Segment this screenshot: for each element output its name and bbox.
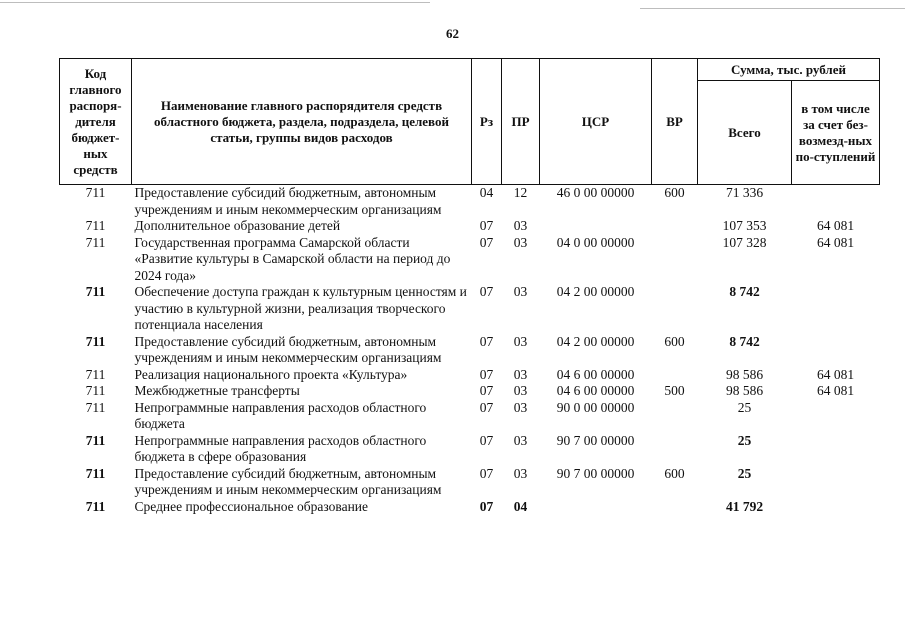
cell-pr: 03 <box>513 366 528 382</box>
cell-rz: 07 <box>479 218 494 233</box>
cell-total: 71 336 <box>725 185 764 200</box>
cell-csr: 90 7 00 00000 <box>556 465 635 481</box>
cell-name: Предоставление субсидий бюджетным, автономным учреждениям и иным некоммерческим организациям <box>134 465 442 497</box>
cell-csr: 04 6 00 00000 <box>556 366 635 382</box>
cell-vr: 600 <box>664 333 685 349</box>
cell-code: 711 <box>85 234 106 250</box>
cell-vr <box>652 218 698 235</box>
budget-table <box>59 58 880 515</box>
cell-pr: 03 <box>513 399 528 415</box>
cell-vr <box>652 499 698 516</box>
header-total: Всего <box>698 81 792 185</box>
cell-code: 711 <box>85 498 106 514</box>
cell-name: Среднее профессиональное образование <box>134 498 369 514</box>
cell-rz: 07 <box>479 284 494 299</box>
cell-total: 107 353 <box>722 218 767 233</box>
cell-code: 711 <box>85 465 106 481</box>
cell-vr <box>652 367 698 384</box>
cell-total: 8 742 <box>729 333 760 349</box>
cell-name: Государственная программа Самарской области «Развитие культуры в Самарской области на период до 2024 года» <box>134 234 451 283</box>
table-row <box>60 334 880 367</box>
cell-vr: 600 <box>664 465 685 481</box>
cell-code: 711 <box>85 383 106 398</box>
scan-line-top-right <box>640 8 905 9</box>
cell-free <box>792 433 880 466</box>
cell-vr: 500 <box>664 383 685 398</box>
cell-csr: 46 0 00 00000 <box>556 185 635 200</box>
table-row <box>60 235 880 285</box>
cell-rz: 07 <box>479 366 494 382</box>
cell-free <box>792 400 880 433</box>
table-row <box>60 433 880 466</box>
scan-line-top-left <box>0 2 430 3</box>
cell-csr <box>540 218 652 235</box>
header-free: в том числе за счет без-возмезд-ных по-ступлений <box>792 81 880 185</box>
cell-name: Реализация национального проекта «Культура» <box>134 366 408 382</box>
cell-vr <box>652 400 698 433</box>
cell-pr: 03 <box>513 432 528 448</box>
cell-name: Обеспечение доступа граждан к культурным ценностям и участию в культурной жизни, реализация творческого потенциала населения <box>134 284 467 332</box>
cell-code: 711 <box>85 284 106 299</box>
cell-name: Межбюджетные трансферты <box>134 383 300 398</box>
cell-pr: 12 <box>513 185 528 200</box>
cell-code: 711 <box>85 185 106 200</box>
table-row <box>60 367 880 384</box>
cell-total: 25 <box>737 432 752 448</box>
cell-rz: 07 <box>479 383 494 398</box>
cell-csr <box>540 499 652 516</box>
cell-free <box>792 284 880 334</box>
cell-free <box>792 466 880 499</box>
cell-pr: 03 <box>513 284 528 299</box>
table-body <box>60 185 880 516</box>
cell-csr: 04 2 00 00000 <box>556 284 635 299</box>
cell-vr <box>652 235 698 285</box>
header-code: Код главного распоря-дителя бюджет-ных средств <box>60 59 132 185</box>
page-number: 62 <box>446 26 459 41</box>
table-row <box>60 218 880 235</box>
cell-free: 64 081 <box>816 383 855 398</box>
header-vr: ВР <box>652 59 698 185</box>
cell-free <box>792 185 880 219</box>
cell-rz: 07 <box>479 399 494 415</box>
cell-code: 711 <box>85 366 106 382</box>
cell-total: 25 <box>737 465 752 481</box>
table-row <box>60 466 880 499</box>
header-csr: ЦСР <box>540 59 652 185</box>
cell-csr: 90 7 00 00000 <box>556 432 635 448</box>
cell-rz: 04 <box>479 185 494 200</box>
cell-vr <box>652 433 698 466</box>
cell-total: 98 586 <box>725 366 764 382</box>
cell-free: 64 081 <box>816 218 855 233</box>
cell-free <box>792 499 880 516</box>
cell-rz: 07 <box>479 498 494 514</box>
header-rz: Рз <box>472 59 502 185</box>
cell-pr: 03 <box>513 333 528 349</box>
cell-total: 8 742 <box>729 284 760 299</box>
table-row <box>60 383 880 400</box>
cell-csr: 90 0 00 00000 <box>556 399 635 415</box>
cell-name: Предоставление субсидий бюджетным, автономным учреждениям и иным некоммерческим организациям <box>134 185 442 217</box>
cell-pr: 03 <box>513 383 528 398</box>
cell-csr: 04 2 00 00000 <box>556 333 635 349</box>
cell-code: 711 <box>85 333 106 349</box>
cell-name: Непрограммные направления расходов областного бюджета в сфере образования <box>134 432 427 464</box>
cell-pr: 03 <box>513 218 528 233</box>
cell-code: 711 <box>85 399 106 415</box>
table-header <box>60 59 880 185</box>
cell-free: 64 081 <box>816 234 855 250</box>
cell-free: 64 081 <box>816 366 855 382</box>
cell-total: 25 <box>737 399 752 415</box>
table-row <box>60 185 880 219</box>
cell-pr: 04 <box>513 498 528 514</box>
cell-code: 711 <box>85 432 106 448</box>
cell-free <box>792 334 880 367</box>
cell-vr <box>652 284 698 334</box>
cell-total: 98 586 <box>725 383 764 398</box>
cell-csr: 04 6 00 00000 <box>556 383 635 398</box>
cell-pr: 03 <box>513 234 528 250</box>
cell-rz: 07 <box>479 432 494 448</box>
cell-total: 107 328 <box>722 234 767 250</box>
cell-total: 41 792 <box>725 498 764 514</box>
table-row <box>60 499 880 516</box>
header-sum: Сумма, тыс. рублей <box>698 59 880 81</box>
cell-code: 711 <box>85 218 106 233</box>
cell-name: Дополнительное образование детей <box>134 218 341 233</box>
cell-csr: 04 0 00 00000 <box>556 234 635 250</box>
cell-rz: 07 <box>479 333 494 349</box>
table-row <box>60 400 880 433</box>
header-name: Наименование главного распорядителя средств областного бюджета, раздела, подраздела, целевой статьи, группы видов расходов <box>132 59 472 185</box>
cell-rz: 07 <box>479 234 494 250</box>
header-pr: ПР <box>502 59 540 185</box>
cell-name: Непрограммные направления расходов областного бюджета <box>134 399 427 431</box>
cell-name: Предоставление субсидий бюджетным, автономным учреждениям и иным некоммерческим организациям <box>134 333 442 365</box>
cell-vr: 600 <box>664 185 685 200</box>
table-row <box>60 284 880 334</box>
cell-rz: 07 <box>479 465 494 481</box>
cell-pr: 03 <box>513 465 528 481</box>
